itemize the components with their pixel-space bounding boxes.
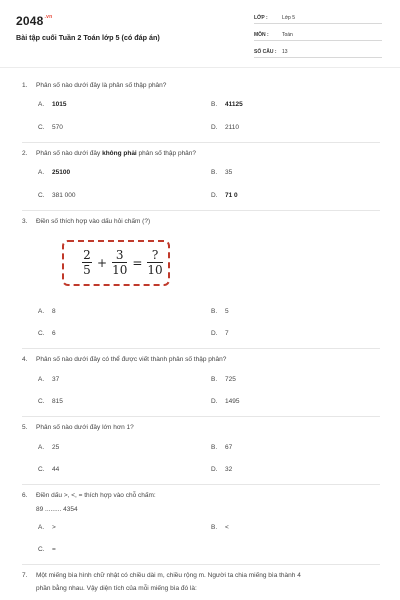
question-number: 7. — [22, 572, 28, 579]
question-text: Một miếng bìa hình chữ nhật có chiều dài m, chiều rộng m. Người ta chia miếng bìa thành 4 — [36, 572, 301, 579]
question-number: 1. — [22, 82, 28, 89]
logo-text: 2048 — [16, 14, 44, 28]
site-logo[interactable] — [16, 14, 52, 28]
q6-option-c[interactable]: C. = — [38, 546, 56, 553]
meta-label: SỐ CÂU : — [254, 49, 277, 55]
fraction-b: $\frac{3}{10}$ — [112, 248, 128, 277]
question-6 — [22, 492, 156, 499]
q2-option-d[interactable]: D. 71 0 — [211, 192, 238, 199]
meta-value: Lớp 5 — [282, 15, 296, 21]
question-1 — [22, 82, 166, 89]
question-text: Điền dấu >, <, = thích hợp vào chỗ chấm: — [36, 492, 156, 499]
question-number: 5. — [22, 424, 28, 431]
meta-value: 13 — [282, 49, 288, 55]
plus-sign: + — [97, 255, 108, 270]
question-number: 2. — [22, 150, 28, 157]
divider — [22, 564, 380, 565]
q3-option-a[interactable]: A. 8 — [38, 308, 56, 315]
question-5 — [22, 424, 134, 431]
question-3 — [22, 218, 150, 225]
fraction-c: $\frac{?}{10}$ — [147, 248, 163, 277]
meta-row-subject — [254, 30, 382, 41]
q1-option-b[interactable]: B. 41125 — [211, 101, 243, 108]
q3-option-c[interactable]: C. 6 — [38, 330, 56, 337]
meta-label: MÔN : — [254, 32, 269, 38]
question-7 — [22, 572, 301, 579]
logo-suffix: .vn — [44, 14, 53, 20]
q6-option-b[interactable]: B. < — [211, 524, 229, 531]
fraction-a: $\frac{2}{5}$ — [83, 248, 91, 277]
q5-option-d[interactable]: D. 32 — [211, 466, 233, 473]
q4-option-a[interactable]: A. 37 — [38, 376, 60, 383]
q6-option-a[interactable]: A. > — [38, 524, 56, 531]
q1-option-d[interactable]: D. 2110 — [211, 124, 239, 131]
q5-option-c[interactable]: C. 44 — [38, 466, 60, 473]
question-text-continued: phần bằng nhau. Vậy diện tích của mỗi miếng bìa đó là: — [36, 585, 197, 592]
question-number: 4. — [22, 356, 28, 363]
q2-option-a[interactable]: A. 25100 — [38, 169, 71, 176]
meta-table — [254, 13, 382, 64]
worksheet-title: Bài tập cuối Tuần 2 Toán lớp 5 (có đáp án) — [16, 33, 160, 42]
question-text: Phân số nào dưới đây có thể được viết thành phân số thập phân? — [36, 356, 227, 363]
question-2 — [22, 150, 196, 157]
fraction-equation-box — [62, 240, 170, 286]
q1-option-a[interactable]: A. 1015 — [38, 101, 67, 108]
q2-option-c[interactable]: C. 381 000 — [38, 192, 76, 199]
question-4 — [22, 356, 226, 363]
meta-row-count — [254, 47, 382, 58]
q5-option-b[interactable]: B. 67 — [211, 444, 233, 451]
q2-option-b[interactable]: B. 35 — [211, 169, 233, 176]
question-text: Điền số thích hợp vào dấu hỏi chấm (?) — [36, 218, 151, 225]
comparison-expression: 89 ......... 4354 — [36, 506, 78, 513]
question-text: Phân số nào dưới đây không phải phân số thập phân? — [36, 150, 197, 157]
worksheet-header — [0, 0, 400, 68]
divider — [22, 142, 380, 143]
q1-option-c[interactable]: C. 570 — [38, 124, 63, 131]
q3-option-d[interactable]: D. 7 — [211, 330, 229, 337]
question-text: Phân số nào dưới đây là phân số thập phân? — [36, 82, 167, 89]
question-number: 6. — [22, 492, 28, 499]
q3-option-b[interactable]: B. 5 — [211, 308, 229, 315]
q4-option-d[interactable]: D. 1495 — [211, 398, 240, 405]
meta-row-class — [254, 13, 382, 24]
meta-value: Toán — [282, 32, 293, 38]
meta-label: LỚP : — [254, 15, 268, 21]
q5-option-a[interactable]: A. 25 — [38, 444, 60, 451]
equals-sign: = — [132, 255, 143, 270]
divider — [22, 210, 380, 211]
divider — [22, 416, 380, 417]
divider — [22, 348, 380, 349]
question-number: 3. — [22, 218, 28, 225]
divider — [22, 484, 380, 485]
question-text: Phân số nào dưới đây lớn hơn 1? — [36, 424, 134, 431]
q4-option-c[interactable]: C. 815 — [38, 398, 63, 405]
fraction-equation — [80, 248, 165, 277]
q4-option-b[interactable]: B. 725 — [211, 376, 236, 383]
